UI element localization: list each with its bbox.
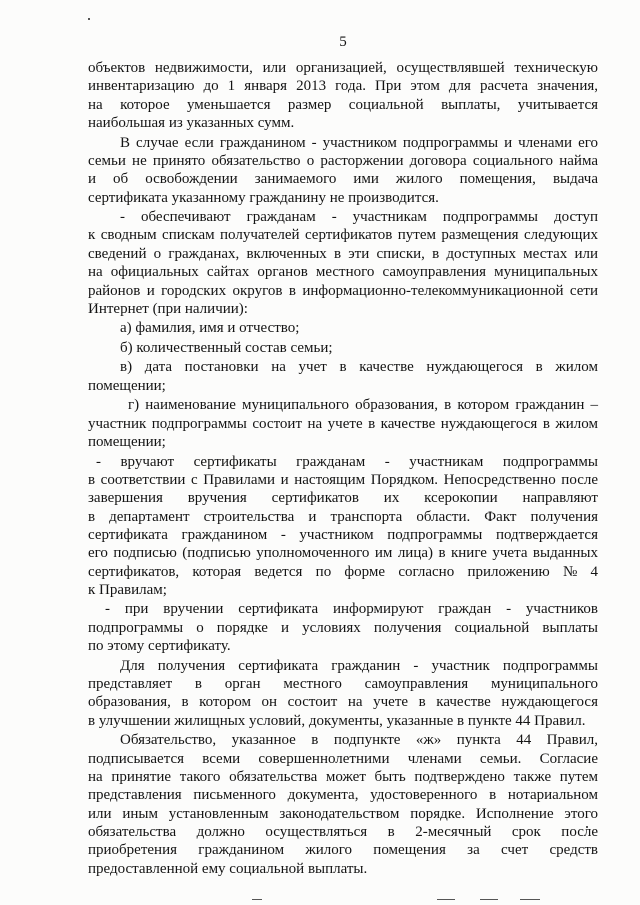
text-line: на официальных сайтах органов местного самоуправления муниципальных bbox=[88, 264, 598, 281]
list-item-dash bbox=[88, 600, 598, 655]
text-line: г) наименование муниципального образования, в котором гражданин – bbox=[128, 397, 598, 414]
text-line: на которое уменьшается размер социальной выплаты, учитывается bbox=[88, 96, 598, 113]
text-line: В случае если гражданином - участником подпрограммы и членами его bbox=[120, 134, 598, 151]
text-line: помещении; bbox=[88, 377, 166, 394]
text-line: приобретения гражданином жилого помещения за счет средств bbox=[88, 842, 598, 859]
paragraph bbox=[88, 134, 598, 207]
list-item-v bbox=[88, 358, 598, 395]
text-line: обязательства должно осуществляться в 2-месячный срок после bbox=[88, 823, 598, 840]
scan-dash bbox=[252, 899, 262, 900]
text-line: сертификатов, которая ведется по форме согласно приложению № 4 bbox=[88, 563, 598, 580]
text-line: помещении; bbox=[88, 434, 166, 450]
text-line: по этому сертификату. bbox=[88, 638, 231, 655]
text-line: завершения вручения сертификатов их ксерокопии направляют bbox=[88, 490, 598, 507]
text-line: - обеспечивают гражданам - участникам подпрограммы доступ bbox=[120, 209, 598, 226]
paragraph bbox=[88, 59, 598, 132]
text-line: объектов недвижимости, или организацией, осуществлявшей техническую bbox=[88, 60, 598, 76]
text-line: в департамент строительства и транспорта области. Факт получения bbox=[88, 508, 598, 525]
text-line: б) количественный состав семьи; bbox=[120, 339, 333, 356]
scan-dash bbox=[437, 899, 455, 900]
text-line: Для получения сертификата гражданин - участник подпрограммы bbox=[120, 657, 598, 674]
text-line: Обязательство, указанное в подпункте «ж» пункта 44 Правил, bbox=[120, 732, 598, 749]
text-line: в соответствии с Правилами и настоящим Порядком. Непосредственно после bbox=[88, 471, 598, 488]
list-item-a bbox=[88, 319, 598, 337]
text-line: представления письменного документа, удостоверенного в нотариальном bbox=[88, 787, 598, 804]
paragraph bbox=[88, 731, 598, 878]
text-line: к Правилам; bbox=[88, 581, 167, 598]
text-line: и об освобождении занимаемого ими жилого помещения, выдача bbox=[88, 171, 598, 188]
text-line: представляет в орган местного самоуправления муниципального bbox=[88, 676, 598, 693]
text-line: а) фамилия, имя и отчество; bbox=[120, 320, 300, 337]
text-line: сертификата гражданином - участником подпрограммы подтверждается bbox=[88, 526, 598, 543]
text-line: семьи не принято обязательство о расторжении договора социального найма bbox=[88, 152, 598, 169]
text-line: его подписью (подписью уполномоченного им лица) в книге учета выданных bbox=[88, 545, 598, 562]
paragraph bbox=[88, 657, 598, 730]
document-body bbox=[88, 59, 598, 878]
text-line: районов и городских округов в информационно-телекоммуникационной сети bbox=[88, 282, 598, 299]
list-item-b bbox=[88, 339, 598, 357]
scan-dash bbox=[520, 899, 540, 900]
text-line: предоставленной ему социальной выплаты. bbox=[88, 860, 368, 877]
scan-dash bbox=[480, 899, 498, 900]
text-line: подписывается всеми совершеннолетними членами семьи. Согласие bbox=[88, 750, 598, 767]
text-line: наибольшая из указанных сумм. bbox=[88, 115, 295, 132]
list-item-g bbox=[88, 396, 598, 451]
text-line: на принятие такого обязательства может быть подтверждено также путем bbox=[88, 768, 598, 785]
text-line: подпрограммы о порядке и условиях получения социальной выплаты bbox=[88, 619, 598, 636]
text-line: в улучшении жилищных условий, документы, указанные в пункте 44 Правил. bbox=[88, 712, 586, 729]
text-line: в) дата постановки на учет в качестве нуждающегося в жилом bbox=[120, 359, 598, 376]
text-line: сертификата указанному гражданину не производится. bbox=[88, 189, 439, 206]
text-line: - при вручении сертификата информируют граждан - участников bbox=[105, 601, 598, 618]
list-item-dash bbox=[88, 453, 598, 600]
text-line: сведений о гражданах, включенных в эти списки, в доступных местах или bbox=[88, 245, 598, 262]
text-line: участник подпрограммы состоит на учете в качестве нуждающегося в жилом bbox=[88, 415, 598, 432]
scan-dot bbox=[88, 18, 90, 20]
list-item-dash bbox=[88, 208, 598, 318]
page-number: 5 bbox=[339, 34, 347, 50]
text-line: - вручают сертификаты гражданам - участникам подпрограммы bbox=[96, 453, 598, 470]
text-line: или иным установленным законодательством порядке. Исполнение этого bbox=[88, 805, 598, 822]
text-line: к сводным спискам получателей сертификатов путем размещения следующих bbox=[88, 227, 598, 244]
text-line: образования, в котором он состоит на учете в качестве нуждающегося bbox=[88, 694, 598, 711]
text-line: инвентаризацию до 1 января 2013 года. При этом для расчета значения, bbox=[88, 78, 598, 95]
text-line: Интернет (при наличии): bbox=[88, 300, 248, 317]
